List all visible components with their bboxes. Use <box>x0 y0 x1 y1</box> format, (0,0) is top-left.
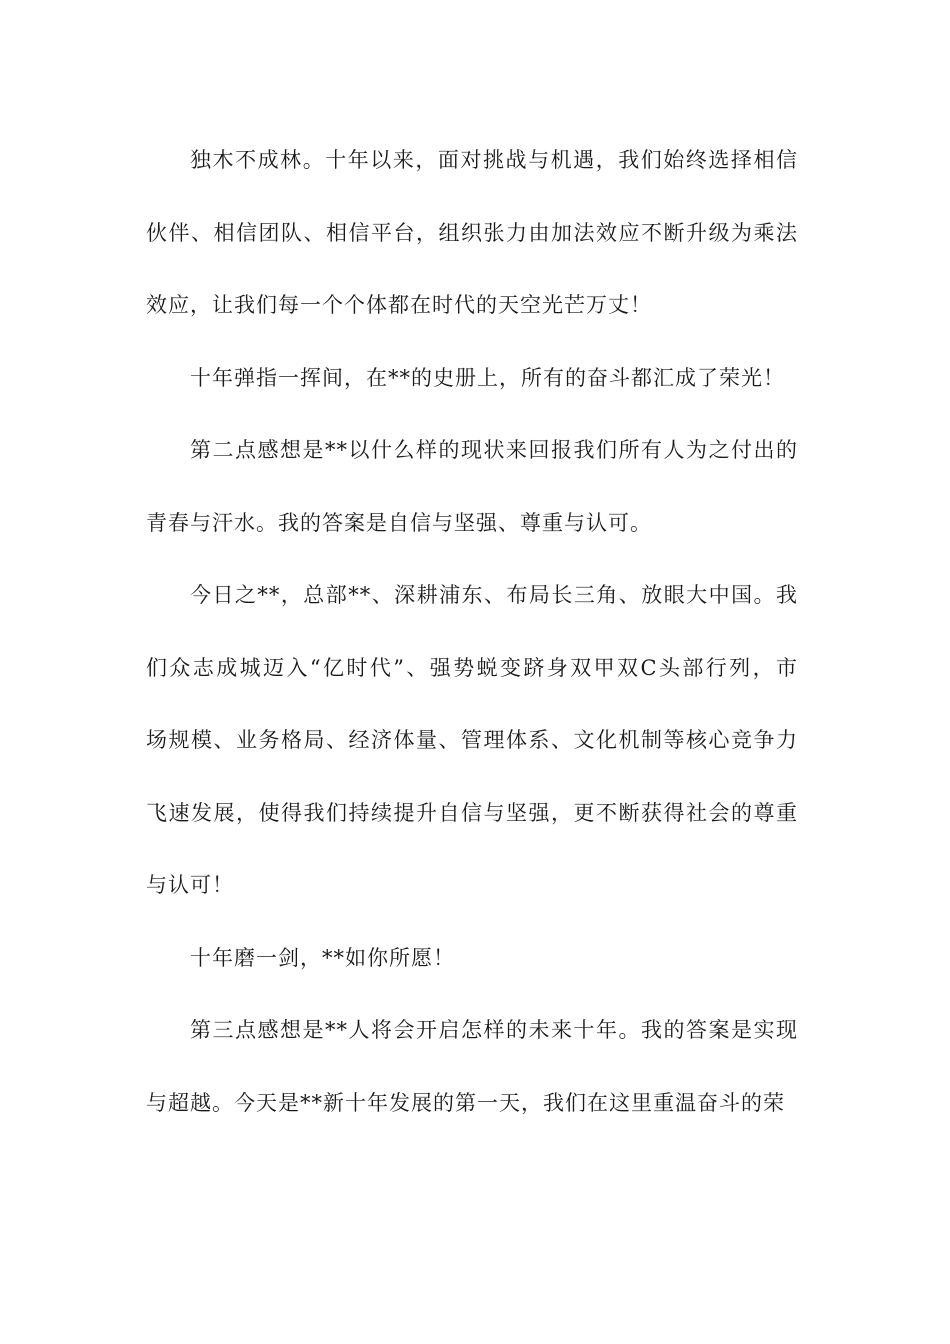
text-line: 十年弹指一挥间，在**的史册上，所有的奋斗都汇成了荣光！ <box>190 365 785 390</box>
text-line: 青春与汗水。我的答案是自信与坚强、尊重与认可。 <box>146 510 652 535</box>
text-line: 今日之**，总部**、深耕浦东、布局长三角、放眼大中国。我 <box>190 583 798 607</box>
text-line: 场规模、业务格局、经济体量、管理体系、文化机制等核心竞争力 <box>146 728 798 752</box>
text-line: 与超越。今天是**新十年发展的第一天，我们在这里重温奋斗的荣 <box>146 1090 785 1115</box>
paragraph <box>146 414 798 559</box>
text-line: 十年磨一剑，**如你所愿！ <box>190 945 455 970</box>
paragraph <box>146 559 798 922</box>
document-body <box>146 124 798 1139</box>
text-line: 第三点感想是**人将会开启怎样的未来十年。我的答案是实现 <box>190 1018 798 1042</box>
text-line: 第二点感想是**以什么样的现状来回报我们所有人为之付出的 <box>190 438 798 462</box>
text-line: 效应，让我们每一个个体都在时代的天空光芒万丈！ <box>146 293 652 317</box>
text-line: 独木不成林。十年以来，面对挑战与机遇，我们始终选择相信 <box>190 148 798 172</box>
paragraph <box>146 922 798 995</box>
text-line: 与认可！ <box>146 873 234 897</box>
paragraph <box>146 994 798 1139</box>
paragraph <box>146 124 798 342</box>
text-line: 伙伴、相信团队、相信平台，组织张力由加法效应不断升级为乘法 <box>146 220 798 245</box>
text-line: 们众志成城迈入“亿时代”、强势蜕变跻身双甲双C头部行列，市 <box>146 655 798 680</box>
paragraph <box>146 342 798 415</box>
text-line: 飞速发展，使得我们持续提升自信与坚强，更不断获得社会的尊重 <box>146 800 798 825</box>
